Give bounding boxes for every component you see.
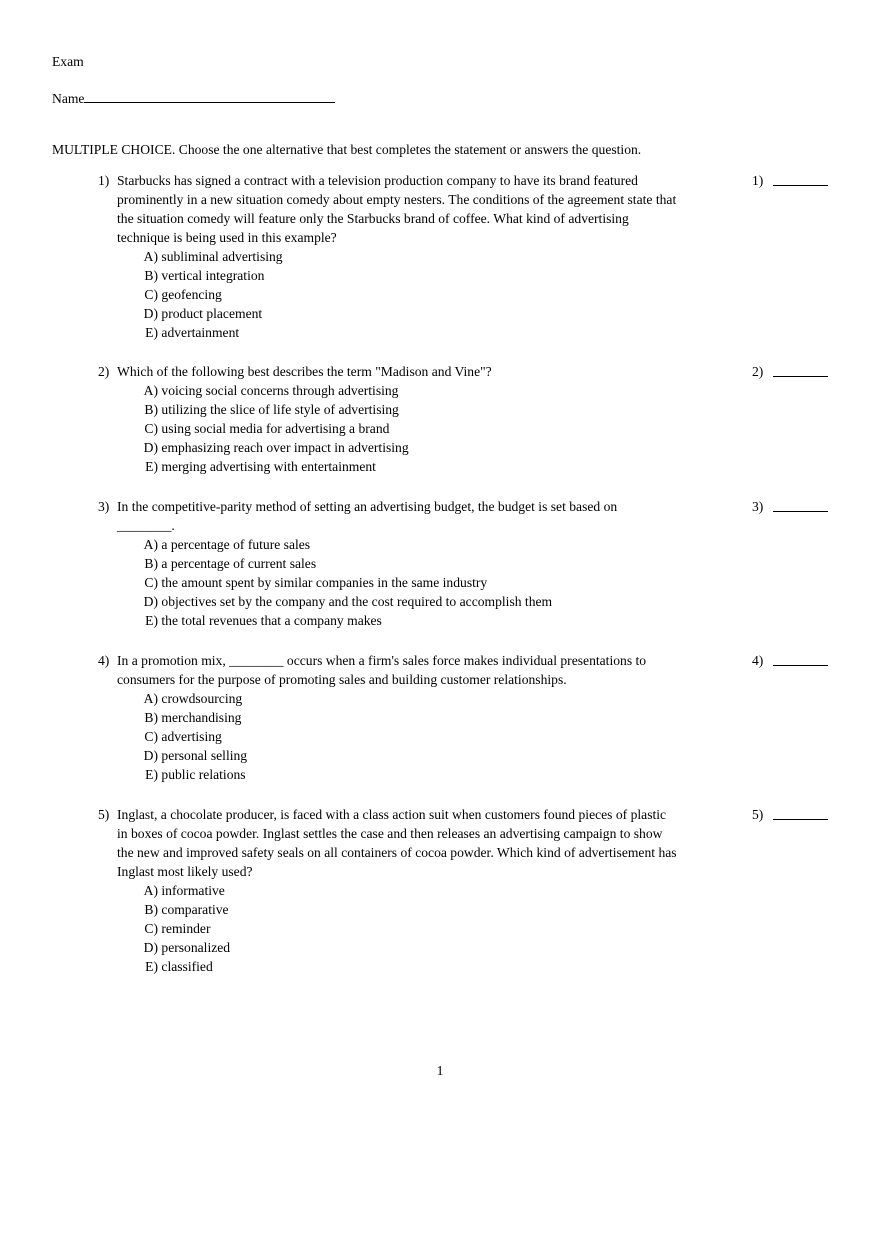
answer-label: 2) [752, 364, 764, 379]
question-number: 2) [98, 364, 110, 379]
question-number: 1) [98, 173, 110, 188]
question-options [136, 881, 636, 976]
option-d[interactable]: D) emphasizing reach over impact in advertising [143, 440, 409, 455]
question-number: 5) [98, 807, 110, 822]
question-stem: In the competitive-parity method of setting an advertising budget, the budget is set based on ________. [117, 499, 618, 533]
option-a[interactable]: A) subliminal advertising [143, 249, 283, 264]
instructions: MULTIPLE CHOICE. Choose the one alternative that best completes the statement or answers the question. [52, 142, 642, 157]
option-d[interactable]: D) personalized [143, 940, 231, 955]
name-line [52, 89, 335, 108]
answer-blank[interactable] [773, 376, 828, 377]
option-c[interactable]: C) the amount spent by similar companies in the same industry [144, 575, 488, 590]
option-d[interactable]: D) product placement [143, 306, 263, 321]
answer-label: 3) [752, 499, 764, 514]
option-c[interactable]: C) reminder [144, 921, 211, 936]
option-c[interactable]: C) using social media for advertising a brand [144, 421, 390, 436]
option-e[interactable]: E) public relations [145, 767, 246, 782]
answer-label: 5) [752, 807, 764, 822]
answer-label: 4) [752, 653, 764, 668]
option-b[interactable]: B) comparative [144, 902, 229, 917]
exam-title: Exam [52, 54, 84, 69]
option-b[interactable]: B) vertical integration [144, 268, 265, 283]
question-stem: Inglast, a chocolate producer, is faced with a class action suit when customers found pieces of plastic in boxes of cocoa powder. Inglast settles the case and then releases an advertising campaign to show the new and improved safety seals on all containers of cocoa powder. Which kind of advertisement has Inglast most likely used? [117, 807, 677, 879]
option-c[interactable]: C) advertising [144, 729, 222, 744]
name-blank[interactable] [84, 89, 335, 103]
option-e[interactable]: E) classified [145, 959, 213, 974]
option-d[interactable]: D) objectives set by the company and the cost required to accomplish them [143, 594, 553, 609]
option-a[interactable]: A) crowdsourcing [143, 691, 243, 706]
question-number: 3) [98, 499, 110, 514]
page-number: 1 [436, 1063, 444, 1078]
question-options [136, 381, 636, 476]
option-a[interactable]: A) voicing social concerns through advertising [143, 383, 399, 398]
answer-blank[interactable] [773, 819, 828, 820]
option-a[interactable]: A) informative [143, 883, 225, 898]
question-number: 4) [98, 653, 110, 668]
question-stem: Which of the following best describes the term "Madison and Vine"? [117, 364, 492, 379]
question-stem: In a promotion mix, ________ occurs when a firm's sales force makes individual presentations to consumers for the purpose of promoting sales and building customer relationships. [117, 653, 647, 687]
option-b[interactable]: B) merchandising [144, 710, 242, 725]
option-a[interactable]: A) a percentage of future sales [143, 537, 311, 552]
option-e[interactable]: E) advertainment [145, 325, 240, 340]
question-options [136, 247, 636, 342]
answer-blank[interactable] [773, 185, 828, 186]
option-b[interactable]: B) utilizing the slice of life style of advertising [144, 402, 399, 417]
answer-blank[interactable] [773, 511, 828, 512]
question-options [136, 689, 636, 784]
option-c[interactable]: C) geofencing [144, 287, 222, 302]
question-options [136, 535, 636, 630]
option-e[interactable]: E) the total revenues that a company makes [145, 613, 382, 628]
question-stem: Starbucks has signed a contract with a television production company to have its brand featured prominently in a new situation comedy about empty nesters. The conditions of the agreement state that the situation comedy will feature only the Starbucks brand of coffee. What kind of advertising technique is being used in this example? [117, 173, 677, 245]
answer-label: 1) [752, 173, 764, 188]
option-e[interactable]: E) merging advertising with entertainment [145, 459, 376, 474]
option-b[interactable]: B) a percentage of current sales [144, 556, 317, 571]
answer-blank[interactable] [773, 665, 828, 666]
option-d[interactable]: D) personal selling [143, 748, 248, 763]
name-label: Name [52, 91, 85, 106]
